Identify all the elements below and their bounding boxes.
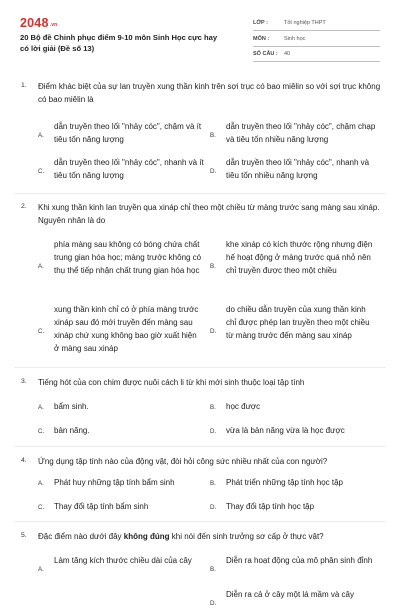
question-number: 1. bbox=[21, 82, 27, 89]
option-letter: D. bbox=[210, 168, 217, 175]
option-letter: C. bbox=[38, 168, 45, 175]
question-text: Khi xung thần kinh lan truyền qua xináp chỉ theo một chiều từ màng trước sang màng sau xináp. Nguyên nhân là do bbox=[38, 203, 380, 225]
option-text: dẫn truyền theo lối "nhảy cóc", nhanh và tiêu tốn nhiều năng lượng bbox=[226, 158, 370, 180]
option-letter: C. bbox=[38, 428, 45, 435]
meta-value: Sinh học bbox=[284, 35, 306, 42]
logo-suffix: .vn bbox=[49, 22, 58, 28]
option-text: Làm tăng kích thước chiều dài của cây bbox=[54, 556, 192, 565]
option-text: học được bbox=[226, 402, 261, 411]
meta-row-subject bbox=[253, 32, 380, 47]
option-text: vừa là bản năng vừa là học được bbox=[226, 426, 345, 435]
question-divider bbox=[14, 446, 386, 447]
option-text: xung thần kinh chỉ có ở phía màng trước xináp sau đó mới truyền đến màng sau xináp chứ xung không bao giờ xuất hiện ở màng sau xináp bbox=[54, 305, 199, 353]
question-number: 4. bbox=[21, 457, 27, 464]
meta-label: MÔN : bbox=[253, 35, 270, 42]
page-header bbox=[0, 0, 400, 65]
option-text: Phát huy những tập tính bẩm sinh bbox=[54, 478, 175, 487]
option-letter: A. bbox=[38, 566, 44, 573]
option-text: Diễn ra cả ở cây một lá mầm và cây bbox=[226, 590, 354, 599]
option-letter: C. bbox=[38, 328, 45, 335]
document-title: 20 Bộ đề Chinh phục điểm 9-10 môn Sinh Học cực hay có lời giải (Đề số 13) bbox=[20, 33, 218, 53]
question-text-part: Đặc điểm nào dưới đây bbox=[38, 532, 124, 541]
question-number: 3. bbox=[21, 378, 27, 385]
site-logo[interactable] bbox=[20, 16, 57, 30]
option-text: khe xináp có kích thước rộng nhưng điện hế hoạt động ở màng trước quá nhỏ nên chỉ truyền được theo một chiều bbox=[226, 240, 373, 275]
question-divider bbox=[14, 521, 386, 522]
question-number: 5. bbox=[21, 532, 27, 539]
option-letter: D. bbox=[210, 328, 217, 335]
option-letter: A. bbox=[38, 132, 44, 139]
option-text: Phát triển những tập tính học tập bbox=[226, 478, 343, 487]
question-text: Điểm khác biệt của sự lan truyền xung thần kinh trên sợi trục có bao miêlin so với sợi trục không có bao miêlin là bbox=[38, 82, 381, 104]
document-meta bbox=[253, 16, 380, 63]
question-text: Tiếng hót của con chim được nuôi cách li từ khi mới sinh thuộc loại tập tính bbox=[38, 378, 305, 387]
option-text: Thay đổi tập tính bẩm sinh bbox=[54, 502, 149, 511]
option-letter: A. bbox=[38, 480, 44, 487]
option-text: bẩm sinh. bbox=[54, 402, 89, 411]
question-text-emphasis: không đúng bbox=[123, 532, 170, 541]
option-text: do chiều dẫn truyền của xung thần kinh chỉ được phép lan truyền theo một chiều từ màng trước đến màng sau xináp bbox=[226, 305, 370, 340]
option-text: Diễn ra hoạt động của mô phân sinh đỉnh bbox=[226, 556, 373, 565]
option-letter: D. bbox=[210, 600, 217, 607]
option-letter: A. bbox=[38, 263, 44, 270]
meta-row-count bbox=[253, 47, 380, 62]
option-letter: B. bbox=[210, 263, 216, 270]
meta-row-class bbox=[253, 16, 380, 31]
meta-value: 40 bbox=[284, 51, 291, 57]
question-text-part: khi nói đến sinh trưởng sơ cấp ở thực vật? bbox=[169, 532, 324, 541]
meta-label: SỐ CÂU : bbox=[253, 51, 278, 57]
question-number: 2. bbox=[21, 203, 27, 210]
option-letter: B. bbox=[210, 132, 216, 139]
option-letter: D. bbox=[210, 504, 217, 511]
option-text: dẫn truyền theo lối "nhảy cóc", chậm và ít tiêu tốn năng lượng bbox=[54, 122, 202, 144]
option-text: phía màng sau không có bóng chứa chất trung gian hóa học; màng trước không có thụ thể tiếp nhận chất trung gian hóa học bbox=[54, 240, 202, 275]
option-letter: D. bbox=[210, 428, 217, 435]
option-letter: B. bbox=[210, 404, 216, 411]
option-text: dẫn truyền theo lối "nhảy cóc", nhanh và ít tiêu tốn năng lượng bbox=[54, 158, 204, 180]
option-text: Thay đổi tập tính học tập bbox=[226, 502, 315, 511]
option-letter: B. bbox=[210, 566, 216, 573]
option-text: bản năng. bbox=[54, 426, 90, 435]
option-text: dẫn truyền theo lối "nhảy cóc", chậm chạp và tiêu tốn nhiều năng lượng bbox=[226, 122, 376, 144]
option-letter: C. bbox=[38, 504, 45, 511]
option-letter: B. bbox=[210, 480, 216, 487]
meta-label: LỚP : bbox=[253, 20, 268, 26]
question-text bbox=[38, 530, 388, 543]
option-letter: A. bbox=[38, 404, 44, 411]
logo-text: 2048 bbox=[20, 16, 49, 30]
question-divider bbox=[14, 367, 386, 368]
question-divider bbox=[14, 193, 386, 194]
question-text: Ứng dụng tập tính nào của động vật, đòi hỏi công sức nhiều nhất của con người? bbox=[38, 457, 328, 466]
meta-value: Tốt nghiệp THPT bbox=[284, 20, 326, 26]
